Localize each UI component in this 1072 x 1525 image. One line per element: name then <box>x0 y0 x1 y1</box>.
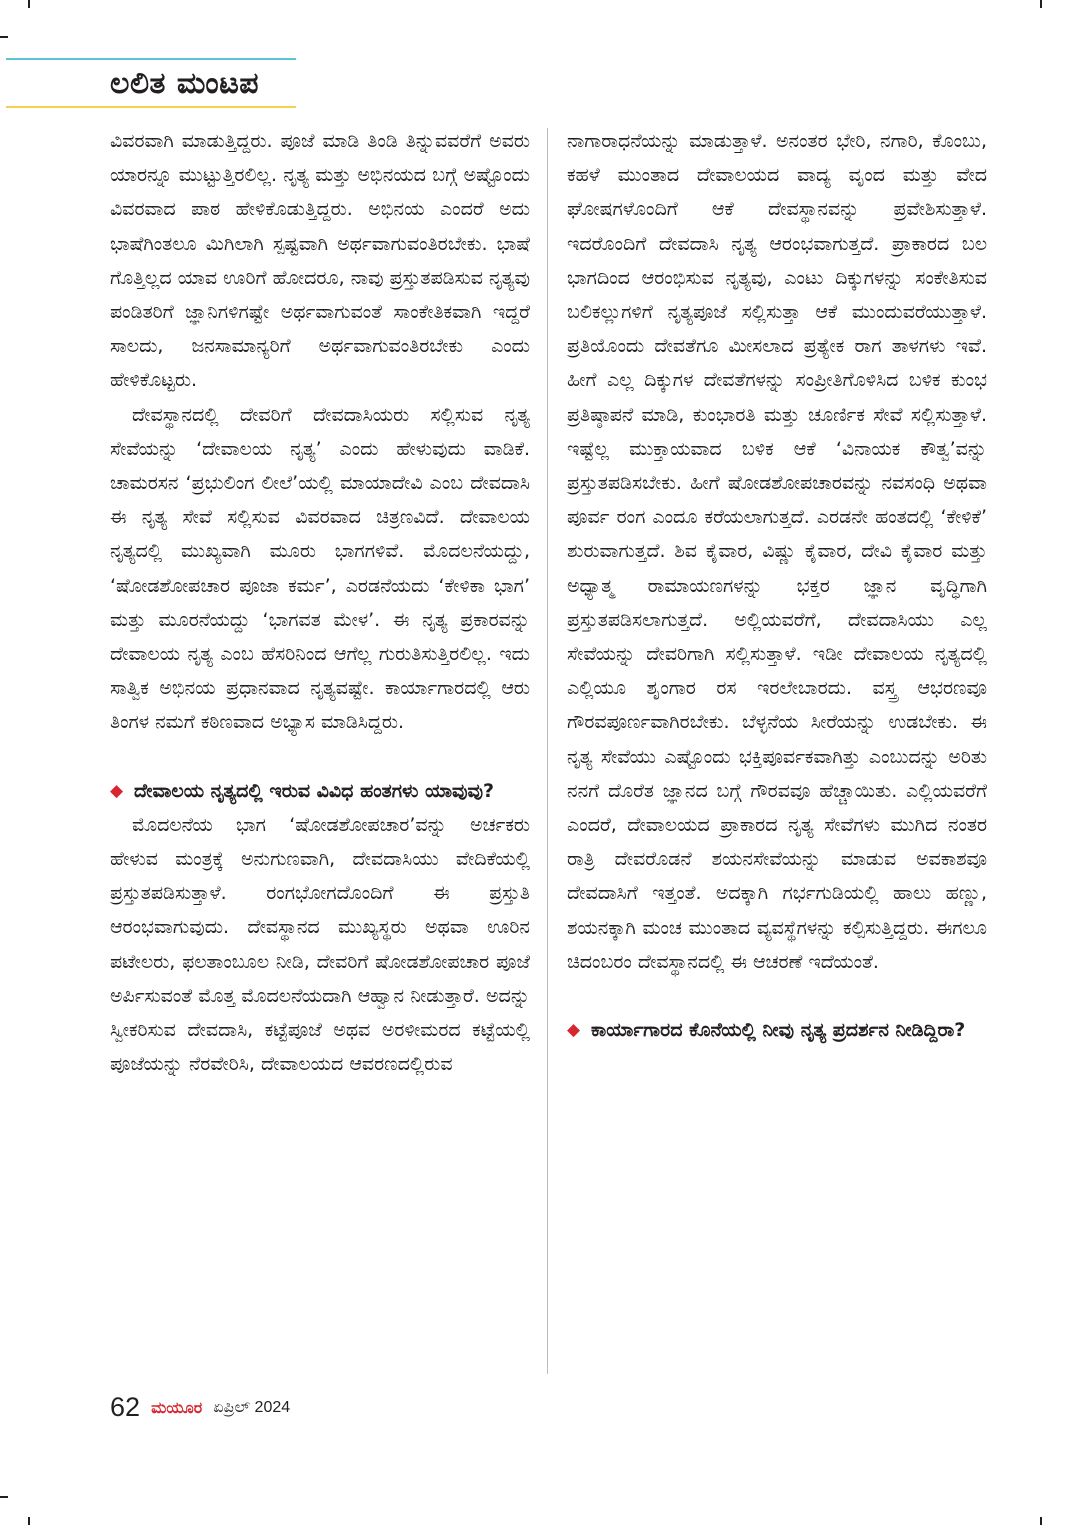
crop-mark <box>0 36 8 38</box>
left-column <box>110 124 530 1081</box>
crop-mark <box>1040 0 1042 8</box>
crop-mark <box>28 0 30 8</box>
body-paragraph: ದೇವಸ್ಥಾನದಲ್ಲಿ ದೇವರಿಗೆ ದೇವದಾಸಿಯರು ಸಲ್ಲಿಸುವ ನೃತ್ಯ ಸೇವೆಯನ್ನು ‘ದೇವಾಲಯ ನೃತ್ಯ’ ಎಂದು ಹೇಳುವುದು ವಾಡಿಕೆ. ಚಾಮರಸನ ‘ಪ್ರಭುಲಿಂಗ ಲೀಲೆ’ಯಲ್ಲಿ ಮಾಯಾದೇವಿ ಎಂಬ ದೇವದಾಸಿ ಈ ನೃತ್ಯ ಸೇವೆ ಸಲ್ಲಿಸುವ ವಿವರವಾದ ಚಿತ್ರಣವಿದೆ. ದೇವಾಲಯ ನೃತ್ಯದಲ್ಲಿ ಮುಖ್ಯವಾಗಿ ಮೂರು ಭಾಗಗಳಿವೆ. ಮೊದಲನೆಯದ್ದು, ‘ಷೋಡಶೋಪಚಾರ ಪೂಜಾ ಕರ್ಮ’, ಎರಡನೆಯದು ‘ಕೇಳಿಕಾ ಭಾಗ’ ಮತ್ತು ಮೂರನೆಯದ್ದು ‘ಭಾಗವತ ಮೇಳ’. ಈ ನೃತ್ಯ ಪ್ರಕಾರವನ್ನು ದೇವಾಲಯ ನೃತ್ಯ ಎಂಬ ಹೆಸರಿನಿಂದ ಆಗೆಲ್ಲ ಗುರುತಿಸುತ್ತಿರಲಿಲ್ಲ. ಇದು ಸಾತ್ವಿಕ ಅಭಿನಯ ಪ್ರಧಾನವಾದ ನೃತ್ಯವಷ್ಟೇ. ಕಾರ್ಯಾಗಾರದಲ್ಲಿ ಆರು ತಿಂಗಳ ನಮಗೆ ಕಠಿಣವಾದ ಅಭ್ಯಾಸ ಮಾಡಿಸಿದ್ದರು. <box>110 403 530 734</box>
page-footer <box>110 1392 290 1428</box>
body-paragraph: ನಾಗಾರಾಧನೆಯನ್ನು ಮಾಡುತ್ತಾಳೆ. ಅನಂತರ ಭೇರಿ, ನಗಾರಿ, ಕೊಂಬು, ಕಹಳೆ ಮುಂತಾದ ದೇವಾಲಯದ ವಾದ್ಯ ವೃಂದ ಮತ್ತು ವೇದ ಘೋಷಗಳೊಂದಿಗೆ ಆಕೆ ದೇವಸ್ಥಾನವನ್ನು ಪ್ರವೇಶಿಸುತ್ತಾಳೆ. ಇದರೊಂದಿಗೆ ದೇವದಾಸಿ ನೃತ್ಯ ಆರಂಭವಾಗುತ್ತದೆ. ಪ್ರಾಕಾರದ ಬಲ ಭಾಗದಿಂದ ಆರಂಭಿಸುವ ನೃತ್ಯವು, ಎಂಟು ದಿಕ್ಕುಗಳನ್ನು ಸಂಕೇತಿಸುವ ಬಲಿಕಲ್ಲುಗಳಿಗೆ ನೃತ್ಯಪೂಜೆ ಸಲ್ಲಿಸುತ್ತಾ ಆಕೆ ಮುಂದುವರೆಯುತ್ತಾಳೆ. ಪ್ರತಿಯೊಂದು ದೇವತೆಗೂ ಮೀಸಲಾದ ಪ್ರತ್ಯೇಕ ರಾಗ ತಾಳಗಳು ಇವೆ. ಹೀಗೆ ಎಲ್ಲ ದಿಕ್ಕುಗಳ ದೇವತೆಗಳನ್ನು ಸಂಪ್ರೀತಿಗೊಳಿಸಿದ ಬಳಿಕ ಕುಂಭ ಪ್ರತಿಷ್ಠಾಪನೆ ಮಾಡಿ, ಕುಂಭಾರತಿ ಮತ್ತು ಚೂರ್ಣಿಕ ಸೇವೆ ಸಲ್ಲಿಸುತ್ತಾಳೆ. ಇಷ್ಟೆಲ್ಲ ಮುಕ್ತಾಯವಾದ ಬಳಿಕ ಆಕೆ ‘ವಿನಾಯಕ ಕೌತ್ವ’ವನ್ನು ಪ್ರಸ್ತುತಪಡಿಸಬೇಕು. ಹೀಗೆ ಷೋಡಶೋಪಚಾರವನ್ನು ನವಸಂಧಿ ಅಥವಾ ಪೂರ್ವ ರಂಗ ಎಂದೂ ಕರೆಯಲಾಗುತ್ತದೆ. ಎರಡನೇ ಹಂತದಲ್ಲಿ ‘ಕೇಳಿಕೆ’ ಶುರುವಾಗುತ್ತದೆ. ಶಿವ ಕೈವಾರ, ವಿಷ್ಣು ಕೈವಾರ, ದೇವಿ ಕೈವಾರ ಮತ್ತು ಅಧ್ಯಾತ್ಮ ರಾಮಾಯಣಗಳನ್ನು ಭಕ್ತರ ಜ್ಞಾನ ವೃದ್ಧಿಗಾಗಿ ಪ್ರಸ್ತುತಪಡಿಸಲಾಗುತ್ತದೆ. ಅಲ್ಲಿಯವರೆಗೆ, ದೇವದಾಸಿಯು ಎಲ್ಲ ಸೇವೆಯನ್ನು ದೇವರಿಗಾಗಿ ಸಲ್ಲಿಸುತ್ತಾಳೆ. ಇಡೀ ದೇವಾಲಯ ನೃತ್ಯದಲ್ಲಿ ಎಲ್ಲಿಯೂ ಶೃಂಗಾರ ರಸ ಇರಲೇಬಾರದು. ವಸ್ತ್ರ ಆಭರಣವೂ ಗೌರವಪೂರ್ಣವಾಗಿರಬೇಕು. ಬೆಳ್ಳನೆಯ ಸೀರೆಯನ್ನು ಉಡಬೇಕು. ಈ ನೃತ್ಯ ಸೇವೆಯು ಎಷ್ಟೊಂದು ಭಕ್ತಿಪೂರ್ವಕವಾಗಿತ್ತು ಎಂಬುದನ್ನು ಅರಿತು ನನಗೆ ದೊರೆತ ಜ್ಞಾನದ ಬಗ್ಗೆ ಗೌರವವೂ ಹೆಚ್ಚಾಯಿತು. ಎಲ್ಲಿಯವರೆಗೆ ಎಂದರೆ, ದೇವಾಲಯದ ಪ್ರಾಕಾರದ ನೃತ್ಯ ಸೇವೆಗಳು ಮುಗಿದ ನಂತರ ರಾತ್ರಿ ದೇವರೊಡನೆ ಶಯನಸೇವೆಯನ್ನು ಮಾಡುವ ಅವಕಾಶವೂ ದೇವದಾಸಿಗೆ ಇತ್ತಂತೆ. ಅದಕ್ಕಾಗಿ ಗರ್ಭಗುಡಿಯಲ್ಲಿ ಹಾಲು ಹಣ್ಣು, ಶಯನಕ್ಕಾಗಿ ಮಂಚ ಮುಂತಾದ ವ್ಯವಸ್ಥೆಗಳನ್ನು ಕಲ್ಪಿಸುತ್ತಿದ್ದರು. ಈಗಲೂ ಚಿದಂಬರಂ ದೇವಸ್ಥಾನದಲ್ಲಿ ಈ ಆಚರಣೆ ಇದೆಯಂತೆ. <box>567 130 987 973</box>
page-number: 62 <box>110 1392 141 1422</box>
spacer <box>567 979 987 1013</box>
right-column <box>567 124 987 1047</box>
magazine-name: ಮಯೂರ <box>151 1397 203 1417</box>
column-divider <box>547 128 548 1374</box>
issue-date: ಏಪ್ರಿಲ್ 2024 <box>213 1398 291 1416</box>
crop-mark <box>0 1496 8 1498</box>
interview-question <box>567 1013 987 1047</box>
section-header <box>0 58 296 108</box>
body-paragraph: ಮೊದಲನೆಯ ಭಾಗ ‘ಷೋಡಶೋಪಚಾರ’ವನ್ನು ಅರ್ಚಕರು ಹೇಳುವ ಮಂತ್ರಕ್ಕೆ ಅನುಗುಣವಾಗಿ, ದೇವದಾಸಿಯು ವೇದಿಕೆಯಲ್ಲಿ ಪ್ರಸ್ತುತಪಡಿಸುತ್ತಾಳೆ. ರಂಗಭೋಗದೊಂದಿಗೆ ಈ ಪ್ರಸ್ತುತಿ ಆರಂಭವಾಗುವುದು. ದೇವಸ್ಥಾನದ ಮುಖ್ಯಸ್ಥರು ಅಥವಾ ಊರಿನ ಪಟೇಲರು, ಫಲತಾಂಬೂಲ ನೀಡಿ, ದೇವರಿಗೆ ಷೋಡಶೋಪಚಾರ ಪೂಜೆ ಅರ್ಪಿಸುವಂತೆ ಮೊತ್ತ ಮೊದಲನೆಯದಾಗಿ ಆಹ್ವಾನ ನೀಡುತ್ತಾರೆ. ಅದನ್ನು ಸ್ವೀಕರಿಸುವ ದೇವದಾಸಿ, ಕಟ್ಟೆಪೂಜೆ ಅಥವ ಅರಳೀಮರದ ಕಟ್ಟೆಯಲ್ಲಿ ಪೂಜೆಯನ್ನು ನೆರವೇರಿಸಿ, ದೇವಾಲಯದ ಆವರಣದಲ್ಲಿರುವ <box>110 813 530 1076</box>
section-title: ಲಲಿತ ಮಂಟಪ <box>110 66 260 101</box>
red-diamond-icon: ◆ <box>110 780 124 801</box>
question-text: ದೇವಾಲಯ ನೃತ್ಯದಲ್ಲಿ ಇರುವ ವಿವಿಧ ಹಂತಗಳು ಯಾವುವು? <box>134 779 495 802</box>
red-diamond-icon: ◆ <box>567 1020 581 1041</box>
question-text: ಕಾರ್ಯಾಗಾರದ ಕೊನೆಯಲ್ಲಿ ನೀವು ನೃತ್ಯ ಪ್ರದರ್ಶನ ನೀಡಿದ್ದಿರಾ? <box>591 1019 966 1042</box>
spacer <box>110 740 530 774</box>
header-top-rule <box>6 58 296 60</box>
header-bottom-rule <box>6 106 296 108</box>
body-paragraph: ವಿವರವಾಗಿ ಮಾಡುತ್ತಿದ್ದರು. ಪೂಜೆ ಮಾಡಿ ತಿಂಡಿ ತಿನ್ನುವವರೆಗೆ ಅವರು ಯಾರನ್ನೂ ಮುಟ್ಟುತ್ತಿರಲಿಲ್ಲ. ನೃತ್ಯ ಮತ್ತು ಅಭಿನಯದ ಬಗ್ಗೆ ಅಷ್ಟೊಂದು ವಿವರವಾದ ಪಾಠ ಹೇಳಿಕೊಡುತ್ತಿದ್ದರು. ಅಭಿನಯ ಎಂದರೆ ಅದು ಭಾಷೆಗಿಂತಲೂ ಮಿಗಿಲಾಗಿ ಸ್ಪಷ್ಟವಾಗಿ ಅರ್ಥವಾಗುವಂತಿರಬೇಕು. ಭಾಷೆ ಗೊತ್ತಿಲ್ಲದ ಯಾವ ಊರಿಗೆ ಹೋದರೂ, ನಾವು ಪ್ರಸ್ತುತಪಡಿಸುವ ನೃತ್ಯವು ಪಂಡಿತರಿಗೆ ಜ್ಞಾನಿಗಳಿಗಷ್ಟೇ ಅರ್ಥವಾಗುವಂತೆ ಸಾಂಕೇತಿಕವಾಗಿ ಇದ್ದರೆ ಸಾಲದು, ಜನಸಾಮಾನ್ಯರಿಗೆ ಅರ್ಥವಾಗುವಂತಿರಬೇಕು ಎಂದು ಹೇಳಿಕೊಟ್ಟರು. <box>110 130 530 392</box>
crop-mark <box>28 1517 30 1525</box>
crop-mark <box>1040 1517 1042 1525</box>
interview-question <box>110 774 530 808</box>
